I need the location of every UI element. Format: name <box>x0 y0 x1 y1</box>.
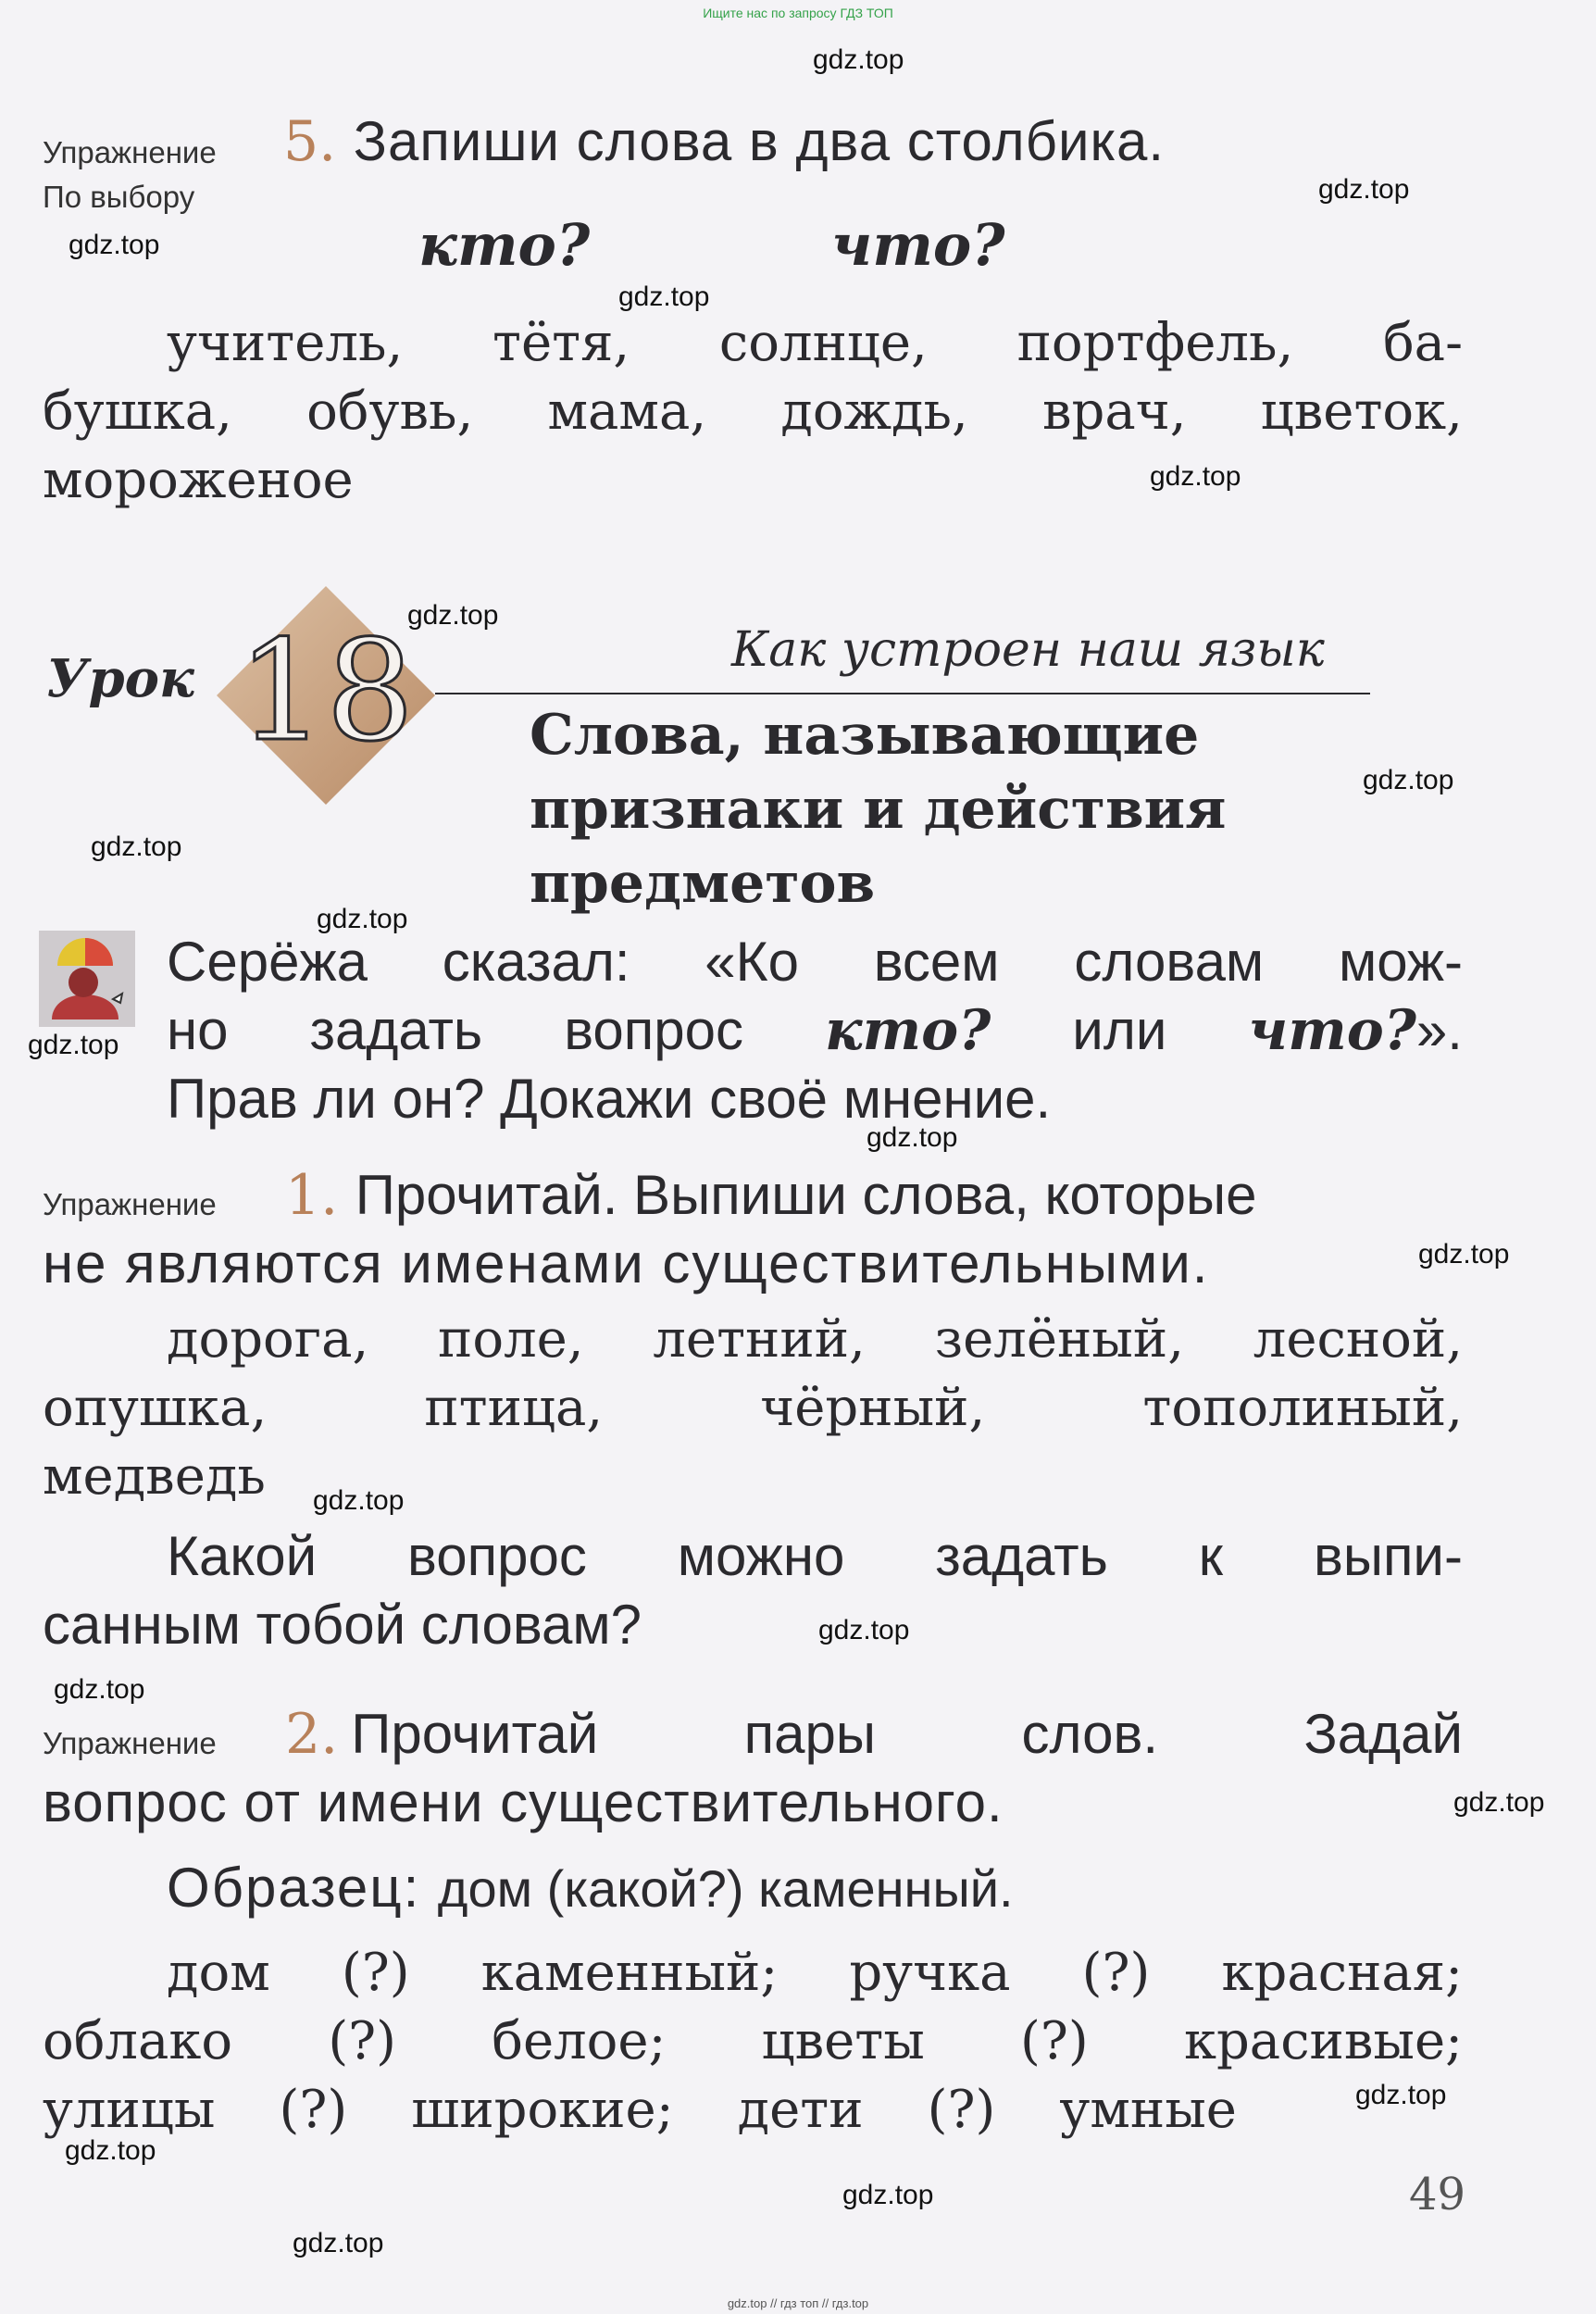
watermark: gdz.top <box>618 281 710 312</box>
word: «Ко <box>704 931 799 993</box>
question-what: что? <box>1248 998 1416 1063</box>
word: Прочитай <box>351 1703 599 1765</box>
word: (?) <box>341 1943 410 2003</box>
word: слов. <box>1021 1703 1159 1765</box>
bottom-banner: gdz.top // гдз топ // гдз.top <box>727 2296 869 2310</box>
word: (?) <box>927 2080 996 2140</box>
word: тётя, <box>492 313 630 373</box>
watermark: gdz.top <box>867 1122 958 1153</box>
quote-end: ». <box>1415 999 1463 1061</box>
watermark: gdz.top <box>293 2228 384 2258</box>
word: вопрос <box>407 1525 587 1587</box>
exercise-2-task-line-2: вопрос от имени существительного. <box>43 1771 1004 1833</box>
exercise-2-label: Упражнение <box>43 1726 217 1760</box>
lesson-label: Урок <box>46 648 194 709</box>
exercise-2-pairs-line-1 <box>167 1943 1463 2003</box>
exercise-5-task: Запиши слова в два столбика. <box>353 110 1166 172</box>
word: каменный; <box>480 1943 779 2003</box>
exercise-5-words-line-1 <box>167 313 1463 373</box>
sample-text: дом (какой?) каменный. <box>437 1859 1014 1918</box>
lesson-badge <box>217 586 435 805</box>
watermark: gdz.top <box>818 1615 910 1645</box>
word: бушка, <box>43 381 232 442</box>
word: красная; <box>1221 1943 1463 2003</box>
word: красивые; <box>1183 2011 1463 2071</box>
lesson-title-line: предметов <box>530 851 876 916</box>
word: но <box>167 999 229 1061</box>
watermark: gdz.top <box>91 832 182 862</box>
word: или <box>1072 999 1167 1061</box>
word: (?) <box>279 2080 348 2140</box>
word: (?) <box>328 2011 397 2071</box>
word: сказал: <box>442 931 630 993</box>
exercise-5-label: Упражнение <box>43 135 217 169</box>
exercise-1-words-line-3: медведь <box>43 1446 266 1507</box>
word: врач, <box>1042 381 1187 442</box>
word: мож- <box>1338 931 1463 993</box>
word: Задай <box>1303 1703 1463 1765</box>
watermark: gdz.top <box>1150 461 1241 492</box>
exercise-1-words-line-1 <box>167 1309 1463 1370</box>
word: (?) <box>1081 1943 1151 2003</box>
word: летний, <box>653 1309 866 1370</box>
word: ба- <box>1382 313 1463 373</box>
watermark: gdz.top <box>54 1674 145 1705</box>
word: лесной, <box>1253 1309 1463 1370</box>
exercise-5-choice-label: По выбору <box>43 180 195 214</box>
watermark: gdz.top <box>1418 1239 1510 1270</box>
word: к <box>1198 1525 1224 1587</box>
exercise-1-label: Упражнение <box>43 1187 217 1221</box>
watermark: gdz.top <box>1363 765 1454 795</box>
column-who: кто? <box>418 211 591 279</box>
exercise-5-heading <box>283 109 1165 174</box>
watermark: gdz.top <box>1453 1787 1545 1818</box>
exercise-5-number: 5. <box>283 109 337 174</box>
word: обувь, <box>306 381 474 442</box>
watermark: gdz.top <box>65 2135 156 2166</box>
lesson-title <box>530 698 1226 920</box>
word: выпи- <box>1313 1525 1463 1587</box>
watermark: gdz.top <box>1318 174 1410 205</box>
word: Какой <box>167 1525 318 1587</box>
word: мама, <box>547 381 707 442</box>
word: всем <box>873 931 1000 993</box>
exercise-1-question-line-2: санным тобой словам? <box>43 1594 642 1656</box>
lesson-rule <box>435 693 1370 694</box>
word: (?) <box>1020 2011 1089 2071</box>
exercise-2-pairs-line-3 <box>43 2080 1237 2140</box>
word: поле, <box>438 1309 584 1370</box>
exercise-2-pairs-line-2 <box>43 2011 1463 2071</box>
exercise-1-words-line-2 <box>43 1378 1463 1438</box>
word: дорога, <box>167 1309 369 1370</box>
sample-line <box>167 1856 1014 1920</box>
word: задать <box>935 1525 1108 1587</box>
word: портфель, <box>1016 313 1294 373</box>
watermark: gdz.top <box>28 1030 119 1060</box>
word: тополиный, <box>1142 1378 1463 1438</box>
exercise-1-task-line-2: не являются именами существительными. <box>43 1232 1210 1295</box>
seryozha-line-2 <box>167 998 1463 1063</box>
lesson-number: 18 <box>237 611 415 772</box>
sample-label: Образец: <box>167 1857 421 1919</box>
exercise-2-heading <box>285 1702 1463 1767</box>
word: ручка <box>849 1943 1011 2003</box>
exercise-1-number: 1. <box>285 1163 339 1228</box>
word: вопрос <box>564 999 744 1061</box>
word: птица, <box>424 1378 604 1438</box>
exercise-1-question-line-1 <box>167 1524 1463 1588</box>
watermark: gdz.top <box>1355 2080 1447 2110</box>
column-what: что? <box>831 211 1005 279</box>
watermark: gdz.top <box>813 44 904 75</box>
word: Серёжа <box>167 931 368 993</box>
word: зелёный, <box>934 1309 1184 1370</box>
word: облако <box>43 2011 233 2071</box>
watermark: gdz.top <box>313 1485 405 1516</box>
word: чёрный, <box>760 1378 986 1438</box>
word: цветок, <box>1260 381 1463 442</box>
exercise-1-task: Прочитай. Выпиши слова, которые <box>355 1164 1257 1226</box>
watermark: gdz.top <box>842 2180 934 2210</box>
word: учитель, <box>167 313 404 373</box>
word: дети <box>737 2080 864 2140</box>
word: можно <box>677 1525 845 1587</box>
question-who: кто? <box>825 998 991 1063</box>
page-number: 49 <box>1409 2169 1466 2220</box>
word: дождь, <box>780 381 968 442</box>
boy-character-icon <box>39 931 135 1027</box>
word: дом <box>167 1943 270 2003</box>
lesson-title-line: Слова, называющие <box>530 703 1200 768</box>
watermark: gdz.top <box>317 904 408 934</box>
word: опушка, <box>43 1378 268 1438</box>
exercise-1-heading <box>285 1163 1257 1228</box>
seryozha-line-1 <box>167 930 1463 994</box>
top-banner: Ищите нас по запросу ГДЗ ТОП <box>703 6 893 20</box>
lesson-topic: Как устроен наш язык <box>731 622 1325 678</box>
word: широкие; <box>411 2080 674 2140</box>
watermark: gdz.top <box>407 600 499 631</box>
word: задать <box>309 999 483 1061</box>
word: белое; <box>492 2011 667 2071</box>
seryozha-line-3: Прав ли он? Докажи своё мнение. <box>167 1068 1052 1130</box>
exercise-2-number: 2. <box>285 1702 339 1767</box>
exercise-5-words-line-2 <box>43 381 1463 442</box>
word: словам <box>1074 931 1265 993</box>
word: пары <box>743 1703 877 1765</box>
word: умные <box>1059 2080 1237 2140</box>
word: солнце, <box>718 313 928 373</box>
lesson-title-line: признаки и действия <box>530 777 1227 842</box>
exercise-5-words-line-3: мороженое <box>43 450 354 510</box>
word: цветы <box>761 2011 925 2071</box>
watermark: gdz.top <box>69 230 160 260</box>
word: улицы <box>43 2080 216 2140</box>
